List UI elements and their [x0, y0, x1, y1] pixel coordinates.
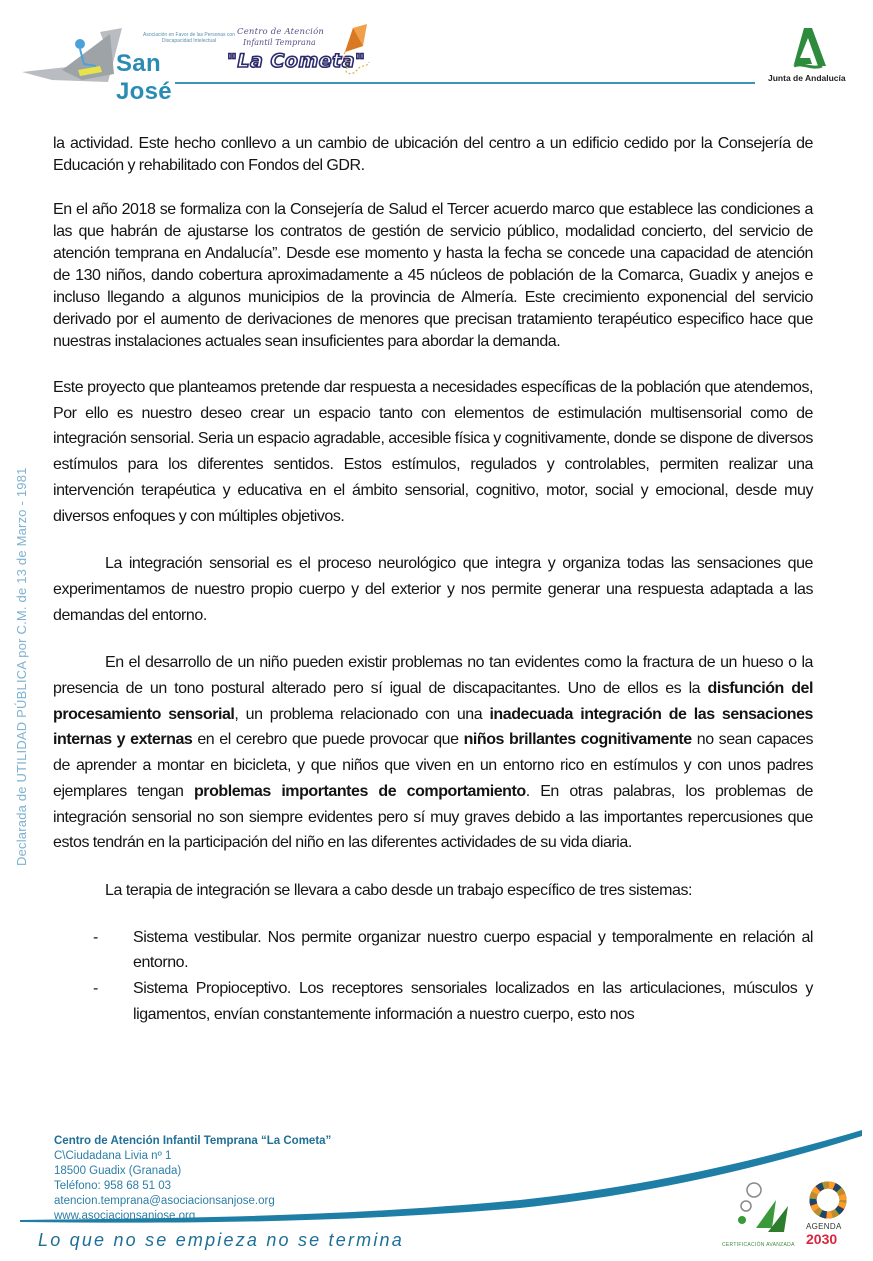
list-bullet: - [93, 980, 98, 998]
junta-andalucia-logo [760, 28, 860, 88]
org-name: San José [116, 50, 172, 105]
list-item [53, 976, 813, 1027]
p5-bold-3: niños brillantes cognitivamente [463, 731, 692, 749]
paragraph-1: la actividad. Este hecho conllevo a un cambio de ubicación del centro a un edificio cedido por la Consejería de Educación y rehabilitado con Fondos del GDR. [53, 135, 813, 174]
agenda-year: 2030 [806, 1231, 838, 1247]
list-bullet: - [93, 928, 98, 946]
document-body [53, 133, 813, 1027]
sdg-wheel-icon [808, 1180, 848, 1220]
junta-text: Junta de Andalucía [768, 73, 846, 83]
page-header [0, 0, 873, 105]
footer-website[interactable]: www.asociacionsanjose.org [54, 1210, 196, 1222]
kite-icon [333, 22, 383, 84]
footer-center-name: Centro de Atención Infantil Temprana “La Cometa” [54, 1135, 332, 1147]
footer-city: 18500 Guadix (Granada) [54, 1165, 182, 1177]
paragraph-5 [53, 650, 813, 856]
p5-text-1: En el desarrollo de un niño pueden existir problemas no tan evidentes como la fractura de un hueso o la presencia de un tono postural alterado pero sí igual de discapacitantes. Uno de ellos es la [53, 654, 813, 698]
san-jose-emblem-icon [22, 22, 122, 86]
p5-text-3: en el cerebro que puede provocar que [192, 731, 464, 749]
public-utility-declaration: Declarada de UTILIDAD PÚBLICA por C.M. de 13 de Marzo - 1981 [14, 467, 29, 866]
footer-address: C\Ciudadana Livia nº 1 [54, 1150, 172, 1162]
agenda-2030-logo [803, 1180, 853, 1255]
p5-text-4: no sean capaces de aprender a montar en bicicleta, y que niños que viven en un entorno rico en estímulos y con unos padres ejemplares tengan [53, 731, 814, 800]
p5-text-5: . En otras palabras, los problemas de integración sensorial no son siempre evidentes pero sí muy graves debido a las importantes repercusiones que estos tendrán en la participación del niño en las diferentes actividades de su vida diaria. [53, 782, 814, 852]
cometa-line-2: Infantil Temprana [243, 38, 316, 47]
systems-list [53, 925, 813, 1028]
certification-text: CERTIFICACIÓN AVANZADA [722, 1242, 795, 1248]
agenda-word: AGENDA [806, 1222, 842, 1231]
list-item-text: Sistema vestibular. Nos permite organizar nuestro cuerpo espacial y temporalmente en relación al entorno. [133, 928, 813, 972]
p5-bold-4: problemas importantes de comportamiento [193, 782, 526, 800]
p5-text-2: , un problema relacionado con una [234, 705, 490, 723]
paragraph-4: La integración sensorial es el proceso neurológico que integra y organiza todas las sensaciones que experimentamos de nuestro propio cuerpo y del exterior y nos permite generar una respuesta adaptada a las demandas del entorno. [53, 555, 813, 624]
p5-bold-2: inadecuada integración de las sensaciones internas y externas [53, 705, 813, 749]
footer-slogan: Lo que no se empieza no se termina [38, 1230, 404, 1250]
cometa-name: "La Cometa" [227, 50, 366, 72]
la-cometa-logo [225, 22, 385, 84]
association-text: Asociación en Favor de las Personas con Discapacidad Intelectual [143, 32, 235, 44]
paragraph-6: La terapia de integración se llevara a cabo desde un trabajo específico de tres sistemas: [105, 881, 692, 899]
page-footer [0, 1120, 873, 1261]
footer-email[interactable]: atencion.temprana@asociacionsanjose.org [54, 1195, 275, 1207]
p5-bold-1: disfunción del procesamiento sensorial [53, 680, 814, 723]
certification-logo [722, 1182, 812, 1252]
list-item [53, 925, 813, 976]
paragraph-2: En el año 2018 se formaliza con la Consejería de Salud el Tercer acuerdo marco que establece las condiciones a las que habrán de ajustarse los contratos de gestión de servicio público, modalidad concierto, del servicio de atención temprana en Andalucía”. Desde ese momento y hasta la fecha se concede una capacidad de atención de 130 niños, dando cobertura aproximadamente a 45 núcleos de población de la Comarca, Guadix y anejos e incluso llegando a algunos municipios de la provincia de Almería. Este crecimiento exponencial del servicio derivado por el aumento de derivaciones de menores que precisan tratamiento terapéutico especifico hace que nuestras instalaciones actuales sean insuficientes para abordar la demanda. [53, 201, 813, 350]
cometa-line-1: Centro de Atención [237, 27, 325, 37]
header-divider [175, 82, 755, 84]
certification-icon [732, 1182, 802, 1240]
san-jose-logo [22, 22, 235, 105]
footer-phone: Teléfono: 958 68 51 03 [54, 1180, 172, 1192]
list-item-text: Sistema Propioceptivo. Los receptores sensoriales localizados en las articulaciones, músculos y ligamentos, envían constantemente información a nuestro cuerpo, esto nos [133, 980, 813, 1023]
junta-a-icon [790, 28, 826, 70]
paragraph-3: Este proyecto que planteamos pretende dar respuesta a necesidades específicas de la población que atendemos, Por ello es nuestro deseo crear un espacio tanto con elementos de estimulación multisensorial como de integración sensorial. Seria un espacio agradable, accesible física y cognitivamente, donde se dispone de diversos estímulos para los diferentes sentidos. Estos estímulos, regulados y controlables, permiten realizar una intervención terapéutica y educativa en el ámbito sensorial, cognitivo, motor, social y emocional, desde muy diversos enfoques y con múltiples objetivos. [53, 379, 813, 525]
